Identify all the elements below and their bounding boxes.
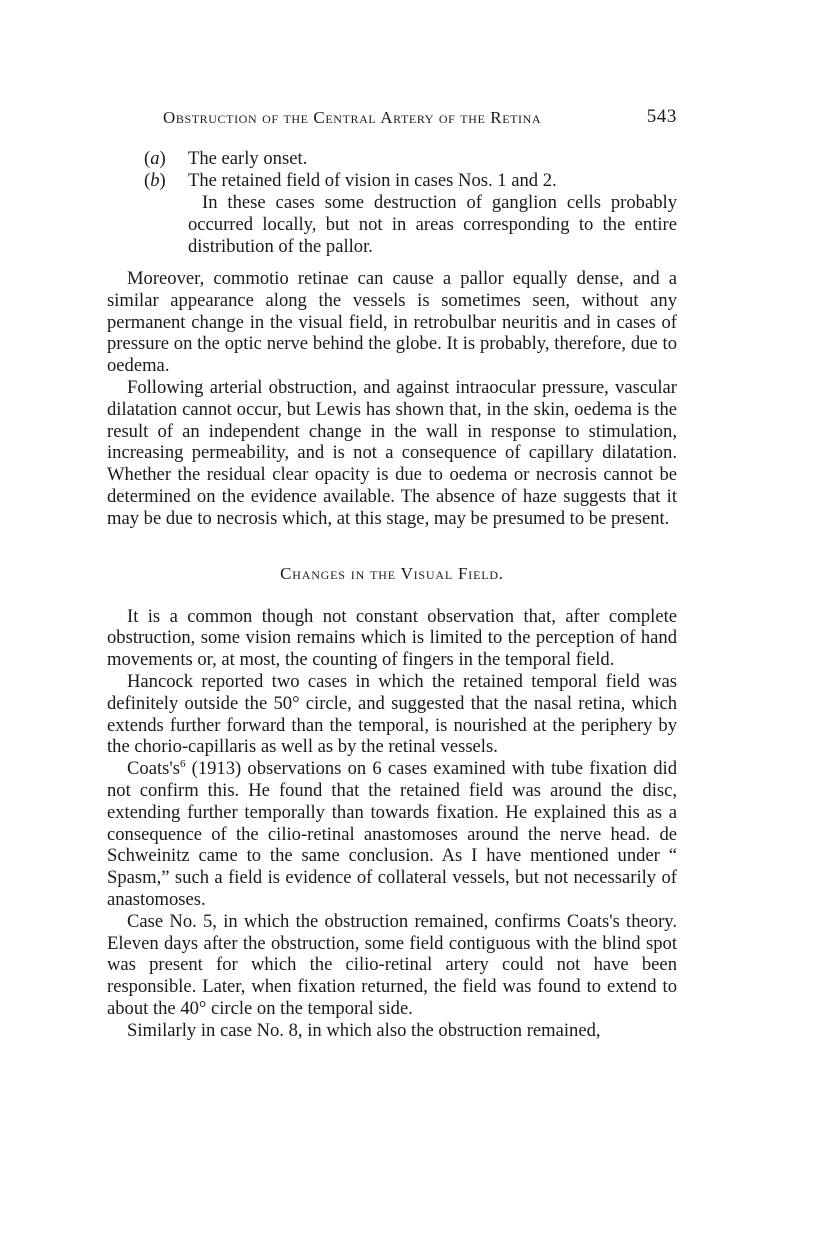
paragraph: It is a common though not constant observation that, after complete obstruction, some vision remains which is limited to the perception of hand movements or, at most, the counting of fingers in the temporal field. xyxy=(107,605,677,671)
running-title: Obstruction of the Central Artery of the Retina xyxy=(163,108,542,127)
list-item-text: The early onset. xyxy=(188,148,308,169)
reason-list xyxy=(144,148,677,258)
paragraph: Hancock reported two cases in which the retained temporal field was definitely outside the 50° circle, and suggested that the nasal retina, which extends further forward than the temporal, is nourished at the periphery by the chorio-capillaris as well as by the retinal vessels. xyxy=(107,670,677,758)
coats-text: (1913) observations on 6 cases examined with tube fixation did not confirm this. He found that the retained field was around the disc, extending further temporally than towards fixation. He explained this as a consequence of the cilio-retinal anastomoses around the nerve head. de Schweinitz came to the same conclusion. As I have mentioned under “ Spasm,” such a field is evidence of collateral vessels, but not necessarily of anastomoses. xyxy=(107,758,677,910)
list-marker: (a) xyxy=(144,148,166,169)
paragraph-coats xyxy=(107,758,677,911)
section-heading: Changes in the Visual Field. xyxy=(280,563,504,583)
list-item xyxy=(144,148,677,170)
page-number: 543 xyxy=(646,106,677,127)
running-head xyxy=(107,104,677,134)
page xyxy=(107,104,677,1042)
list-item xyxy=(144,170,677,192)
paragraph: Moreover, commotio retinae can cause a pallor equally dense, and a similar appearance along the vessels is sometimes seen, without any permanent change in the visual field, in retrobulbar neuritis and in cases of pressure on the optic nerve behind the globe. It is probably, therefore, due to oedema. xyxy=(107,268,677,377)
paragraph: Following arterial obstruction, and against intraocular pressure, vascular dilatation cannot occur, but Lewis has shown that, in the skin, oedema is the result of an independent change in the wall in response to stimulation, increasing permeability, and is not a consequence of capillary dilatation. Whether the residual clear opacity is due to oedema or necrosis cannot be determined on the evidence available. The absence of haze suggests that it may be due to necrosis which, at this stage, may be presumed to be present. xyxy=(107,376,677,529)
coats-lead: Coats's xyxy=(127,758,180,780)
list-item-text: The retained field of vision in cases Nos. 1 and 2. xyxy=(188,170,557,191)
list-subparagraph: In these cases some destruction of ganglion cells probably occurred locally, but not in areas corresponding to the entire distribution of the pallor. xyxy=(188,192,677,257)
reference-marker: 6 xyxy=(179,757,186,770)
list-marker: (b) xyxy=(144,170,166,191)
paragraph: Similarly in case No. 8, in which also the obstruction remained, xyxy=(127,1019,601,1041)
paragraph: Case No. 5, in which the obstruction remained, confirms Coats's theory. Eleven days after the obstruction, some field contiguous with the blind spot was present for which the cilio-retinal artery could not have been responsible. Later, when fixation returned, the field was found to extend to about the 40° circle on the temporal side. xyxy=(107,910,677,1019)
